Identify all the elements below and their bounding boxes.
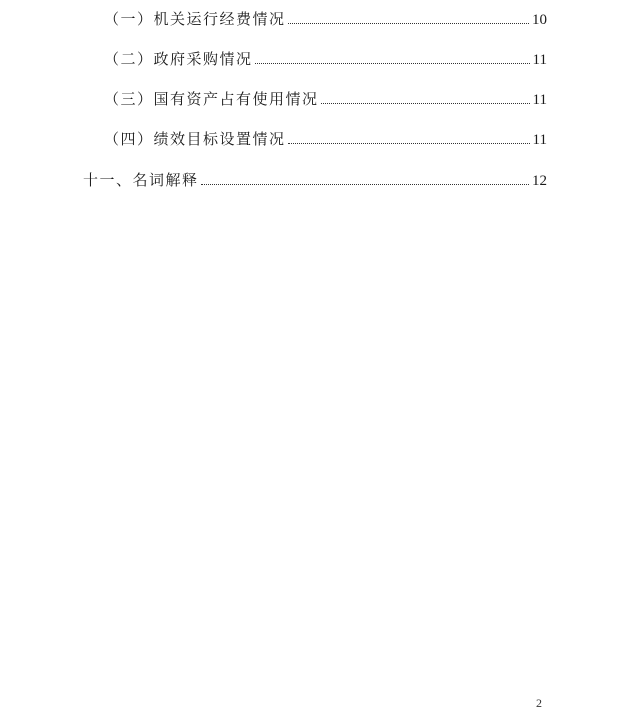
toc-entry-title: （一）机关运行经费情况 <box>104 10 286 28</box>
dot-leader <box>255 62 530 64</box>
toc-entry-government-procurement[interactable] <box>104 49 547 70</box>
dot-leader <box>321 102 530 104</box>
toc-entry-performance-goals[interactable] <box>104 129 547 150</box>
toc-entry-page: 11 <box>532 132 547 148</box>
toc-entry-operating-expenses[interactable] <box>104 9 547 30</box>
toc-entry-glossary[interactable] <box>83 170 547 191</box>
toc-entry-page: 10 <box>532 12 547 28</box>
toc-entry-title: （二）政府采购情况 <box>104 50 253 68</box>
dot-leader <box>288 22 529 24</box>
page-number: 2 <box>536 696 542 710</box>
dot-leader <box>201 183 529 185</box>
toc-entry-page: 11 <box>532 92 547 108</box>
toc-entry-title: 十一、名词解释 <box>83 171 199 189</box>
toc-entry-page: 11 <box>532 52 547 68</box>
toc-entry-page: 12 <box>532 173 547 189</box>
toc-entry-title: （三）国有资产占有使用情况 <box>104 90 319 108</box>
dot-leader <box>288 142 530 144</box>
toc-entry-title: （四）绩效目标设置情况 <box>104 130 286 148</box>
toc-entry-state-assets[interactable] <box>104 89 547 110</box>
